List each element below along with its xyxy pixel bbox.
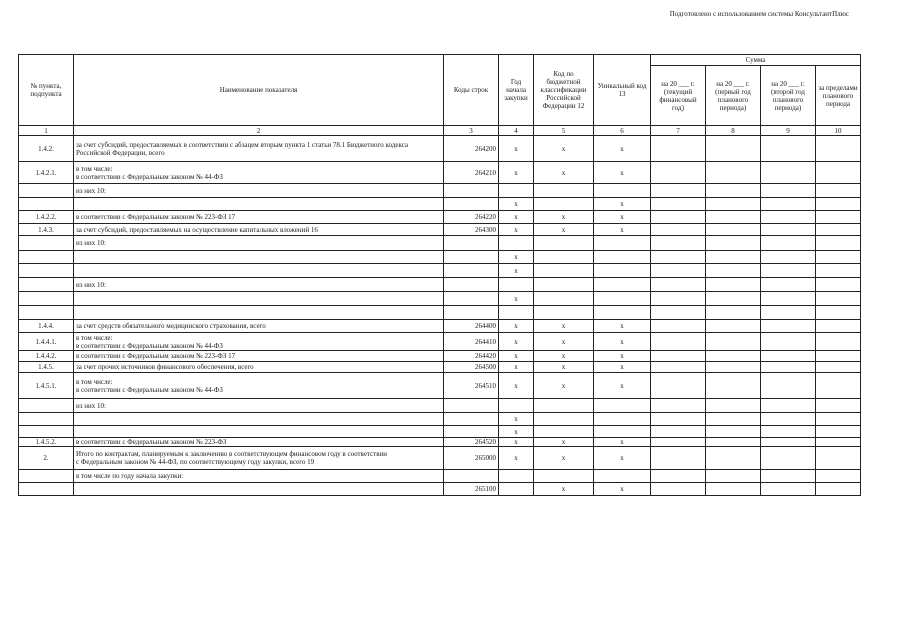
row-budget-code	[534, 426, 594, 438]
row-sum-cell[interactable]	[761, 320, 816, 333]
row-item-number: 1.4.5.1.	[19, 373, 74, 399]
row-line-code	[444, 236, 499, 251]
row-budget-code	[534, 198, 594, 211]
row-sum-cell[interactable]	[706, 470, 761, 483]
table-row	[19, 483, 861, 496]
row-indicator-name	[74, 306, 444, 320]
row-line-code: 264510	[444, 373, 499, 399]
row-sum-cell[interactable]	[651, 373, 706, 399]
table-row	[19, 320, 861, 333]
row-indicator-name	[74, 483, 444, 496]
row-purchase-year: x	[499, 362, 534, 373]
row-item-number: 1.4.2.1.	[19, 162, 74, 184]
row-sum-cell[interactable]	[761, 278, 816, 292]
row-indicator-name: Итого по контрактам, планируемым к заключению в соответствующем финансовом году в соответствии с Федеральным законом № 44-ФЗ, по соответствующему году закупки, всего 19	[74, 447, 444, 470]
row-item-number	[19, 236, 74, 251]
row-purchase-year	[499, 236, 534, 251]
row-budget-code: x	[534, 224, 594, 236]
row-line-code: 264500	[444, 362, 499, 373]
row-unique-code	[594, 251, 651, 264]
row-budget-code	[534, 470, 594, 483]
row-sum-cell[interactable]	[816, 320, 861, 333]
row-purchase-year	[499, 306, 534, 320]
header-sum-first: на 20 ___ г. (первый год планового периода)	[706, 66, 761, 126]
row-sum-cell[interactable]	[706, 264, 761, 278]
col-number: 9	[761, 126, 816, 136]
row-sum-cell[interactable]	[816, 251, 861, 264]
row-sum-cell[interactable]	[706, 426, 761, 438]
row-line-code: 264200	[444, 136, 499, 162]
row-sum-cell[interactable]	[816, 483, 861, 496]
row-sum-cell[interactable]	[761, 470, 816, 483]
row-sum-cell[interactable]	[651, 251, 706, 264]
row-item-number	[19, 251, 74, 264]
row-sum-cell[interactable]	[706, 320, 761, 333]
row-purchase-year: x	[499, 333, 534, 351]
row-sum-cell[interactable]	[761, 198, 816, 211]
row-sum-cell[interactable]	[761, 306, 816, 320]
row-sum-cell[interactable]	[706, 413, 761, 426]
row-sum-cell[interactable]	[816, 438, 861, 447]
row-budget-code: x	[534, 373, 594, 399]
table-row	[19, 136, 861, 162]
plan-table	[18, 54, 861, 496]
row-unique-code: x	[594, 483, 651, 496]
row-sum-cell[interactable]	[761, 373, 816, 399]
row-sum-cell[interactable]	[761, 224, 816, 236]
row-indicator-name	[74, 251, 444, 264]
row-purchase-year: x	[499, 320, 534, 333]
row-sum-cell[interactable]	[761, 333, 816, 351]
table-row	[19, 292, 861, 306]
row-sum-cell[interactable]	[816, 211, 861, 224]
row-sum-cell[interactable]	[761, 136, 816, 162]
row-indicator-name: за счет субсидий, предоставляемых на осуществление капитальных вложений 16	[74, 224, 444, 236]
row-line-code	[444, 292, 499, 306]
row-unique-code: x	[594, 351, 651, 362]
row-budget-code	[534, 306, 594, 320]
table-row	[19, 373, 861, 399]
row-sum-cell[interactable]	[816, 333, 861, 351]
row-sum-cell[interactable]	[651, 351, 706, 362]
table-row	[19, 470, 861, 483]
row-sum-cell[interactable]	[816, 292, 861, 306]
row-purchase-year	[499, 470, 534, 483]
row-unique-code	[594, 306, 651, 320]
row-purchase-year	[499, 184, 534, 198]
row-line-code	[444, 426, 499, 438]
header-unique-code: Уникальный код 13	[594, 55, 651, 126]
table-row	[19, 413, 861, 426]
row-sum-cell[interactable]	[761, 438, 816, 447]
row-sum-cell[interactable]	[706, 438, 761, 447]
row-line-code: 264300	[444, 224, 499, 236]
row-budget-code: x	[534, 211, 594, 224]
row-budget-code	[534, 264, 594, 278]
row-sum-cell[interactable]	[816, 264, 861, 278]
row-sum-cell[interactable]	[651, 413, 706, 426]
row-sum-cell[interactable]	[761, 483, 816, 496]
row-sum-cell[interactable]	[651, 470, 706, 483]
col-number: 5	[534, 126, 594, 136]
row-sum-cell[interactable]	[816, 351, 861, 362]
row-sum-cell[interactable]	[761, 351, 816, 362]
row-purchase-year: x	[499, 447, 534, 470]
row-sum-cell[interactable]	[816, 470, 861, 483]
row-sum-cell[interactable]	[816, 426, 861, 438]
row-sum-cell[interactable]	[651, 198, 706, 211]
row-indicator-name	[74, 413, 444, 426]
table-row	[19, 184, 861, 198]
row-budget-code: x	[534, 162, 594, 184]
row-item-number: 2.	[19, 447, 74, 470]
row-purchase-year	[499, 278, 534, 292]
header-budget-code: Код по бюджетной классификации Российской Федерации 12	[534, 55, 594, 126]
row-sum-cell[interactable]	[706, 278, 761, 292]
table-row	[19, 362, 861, 373]
col-number: 8	[706, 126, 761, 136]
table-row	[19, 426, 861, 438]
row-unique-code: x	[594, 224, 651, 236]
row-indicator-name	[74, 198, 444, 211]
row-line-code: 264210	[444, 162, 499, 184]
row-line-code	[444, 198, 499, 211]
table-row	[19, 198, 861, 211]
row-purchase-year: x	[499, 426, 534, 438]
row-item-number: 1.4.5.2.	[19, 438, 74, 447]
row-sum-cell[interactable]	[761, 426, 816, 438]
row-sum-cell[interactable]	[651, 426, 706, 438]
row-item-number: 1.4.2.	[19, 136, 74, 162]
row-item-number	[19, 184, 74, 198]
row-purchase-year	[499, 399, 534, 413]
row-sum-cell[interactable]	[761, 264, 816, 278]
row-indicator-name	[74, 426, 444, 438]
table-row	[19, 399, 861, 413]
row-line-code: 264420	[444, 351, 499, 362]
row-indicator-name	[74, 292, 444, 306]
row-indicator-name: из них 10:	[74, 236, 444, 251]
col-number: 4	[499, 126, 534, 136]
row-unique-code: x	[594, 198, 651, 211]
row-sum-cell[interactable]	[816, 447, 861, 470]
row-purchase-year	[499, 483, 534, 496]
header-purchase-year: Год начала закупки	[499, 55, 534, 126]
row-line-code: 264410	[444, 333, 499, 351]
row-sum-cell[interactable]	[706, 483, 761, 496]
row-sum-cell[interactable]	[651, 333, 706, 351]
row-line-code	[444, 306, 499, 320]
row-indicator-name: из них 10:	[74, 278, 444, 292]
row-unique-code: x	[594, 373, 651, 399]
row-sum-cell[interactable]	[761, 292, 816, 306]
row-item-number	[19, 483, 74, 496]
header-sum-second: на 20 ___ г. (второй год планового периода)	[761, 66, 816, 126]
row-unique-code: x	[594, 162, 651, 184]
row-line-code	[444, 413, 499, 426]
row-line-code: 264520	[444, 438, 499, 447]
row-line-code	[444, 184, 499, 198]
row-line-code: 264220	[444, 211, 499, 224]
row-sum-cell[interactable]	[816, 306, 861, 320]
row-sum-cell[interactable]	[706, 351, 761, 362]
row-item-number	[19, 278, 74, 292]
row-item-number: 1.4.2.2.	[19, 211, 74, 224]
row-unique-code: x	[594, 362, 651, 373]
table-row	[19, 351, 861, 362]
row-line-code	[444, 251, 499, 264]
row-sum-cell[interactable]	[651, 184, 706, 198]
row-unique-code: x	[594, 320, 651, 333]
row-sum-cell[interactable]	[816, 278, 861, 292]
row-line-code: 265000	[444, 447, 499, 470]
table-row	[19, 438, 861, 447]
row-indicator-name: в том числе по году начала закупки:	[74, 470, 444, 483]
row-purchase-year: x	[499, 211, 534, 224]
row-sum-cell[interactable]	[651, 224, 706, 236]
row-sum-cell[interactable]	[761, 447, 816, 470]
row-item-number	[19, 306, 74, 320]
row-item-number: 1.4.5.	[19, 362, 74, 373]
row-sum-cell[interactable]	[816, 224, 861, 236]
row-sum-cell[interactable]	[651, 362, 706, 373]
row-sum-cell[interactable]	[761, 362, 816, 373]
row-sum-cell[interactable]	[706, 251, 761, 264]
row-budget-code: x	[534, 333, 594, 351]
row-sum-cell[interactable]	[651, 483, 706, 496]
row-purchase-year: x	[499, 373, 534, 399]
row-budget-code	[534, 413, 594, 426]
table-row	[19, 236, 861, 251]
row-unique-code	[594, 399, 651, 413]
row-unique-code	[594, 470, 651, 483]
row-sum-cell[interactable]	[761, 236, 816, 251]
col-number: 1	[19, 126, 74, 136]
row-budget-code	[534, 399, 594, 413]
row-sum-cell[interactable]	[651, 278, 706, 292]
header-indicator: Наименование показателя	[74, 55, 444, 126]
row-budget-code	[534, 292, 594, 306]
row-budget-code	[534, 251, 594, 264]
table-row	[19, 447, 861, 470]
row-item-number: 1.4.4.2.	[19, 351, 74, 362]
table-row	[19, 264, 861, 278]
row-budget-code: x	[534, 320, 594, 333]
header-sum-beyond: за пределами планового периода	[816, 66, 861, 126]
table-row	[19, 278, 861, 292]
table-row	[19, 306, 861, 320]
row-budget-code	[534, 236, 594, 251]
row-sum-cell[interactable]	[816, 373, 861, 399]
row-line-code	[444, 264, 499, 278]
row-purchase-year: x	[499, 351, 534, 362]
row-item-number	[19, 399, 74, 413]
row-item-number	[19, 426, 74, 438]
row-purchase-year: x	[499, 224, 534, 236]
table-row	[19, 162, 861, 184]
row-item-number: 1.4.4.1.	[19, 333, 74, 351]
row-budget-code: x	[534, 483, 594, 496]
row-line-code: 264400	[444, 320, 499, 333]
row-line-code	[444, 470, 499, 483]
row-unique-code	[594, 236, 651, 251]
row-sum-cell[interactable]	[816, 162, 861, 184]
row-sum-cell[interactable]	[651, 447, 706, 470]
row-sum-cell[interactable]	[651, 292, 706, 306]
row-sum-cell[interactable]	[816, 362, 861, 373]
row-indicator-name: из них 10:	[74, 399, 444, 413]
table-row	[19, 211, 861, 224]
header-item-no: № пункта, подпункта	[19, 55, 74, 126]
row-sum-cell[interactable]	[706, 447, 761, 470]
col-number: 3	[444, 126, 499, 136]
row-item-number	[19, 264, 74, 278]
row-sum-cell[interactable]	[706, 399, 761, 413]
row-sum-cell[interactable]	[706, 184, 761, 198]
row-sum-cell[interactable]	[651, 320, 706, 333]
row-sum-cell[interactable]	[761, 184, 816, 198]
row-unique-code: x	[594, 333, 651, 351]
row-budget-code: x	[534, 362, 594, 373]
row-sum-cell[interactable]	[706, 306, 761, 320]
row-budget-code	[534, 184, 594, 198]
row-indicator-name: в том числе: в соответствии с Федеральным законом № 44-ФЗ	[74, 162, 444, 184]
row-item-number	[19, 198, 74, 211]
row-purchase-year: x	[499, 136, 534, 162]
row-indicator-name: в соответствии с Федеральным законом № 223-ФЗ 17	[74, 351, 444, 362]
row-purchase-year: x	[499, 413, 534, 426]
row-line-code: 265100	[444, 483, 499, 496]
row-indicator-name	[74, 264, 444, 278]
row-sum-cell[interactable]	[651, 136, 706, 162]
row-sum-cell[interactable]	[816, 198, 861, 211]
col-number: 10	[816, 126, 861, 136]
row-sum-cell[interactable]	[706, 136, 761, 162]
row-sum-cell[interactable]	[706, 333, 761, 351]
row-item-number	[19, 413, 74, 426]
col-number: 2	[74, 126, 444, 136]
row-sum-cell[interactable]	[706, 373, 761, 399]
col-number: 6	[594, 126, 651, 136]
row-budget-code: x	[534, 136, 594, 162]
row-sum-cell[interactable]	[706, 162, 761, 184]
row-sum-cell[interactable]	[816, 236, 861, 251]
row-indicator-name: в соответствии с Федеральным законом № 223-ФЗ	[74, 438, 444, 447]
row-sum-cell[interactable]	[816, 399, 861, 413]
table-row	[19, 224, 861, 236]
row-item-number: 1.4.4.	[19, 320, 74, 333]
row-sum-cell[interactable]	[761, 251, 816, 264]
row-sum-cell[interactable]	[761, 162, 816, 184]
row-indicator-name: за счет прочих источников финансового обеспечения, всего	[74, 362, 444, 373]
row-budget-code: x	[534, 447, 594, 470]
table-row	[19, 333, 861, 351]
header-line-codes: Коды строк	[444, 55, 499, 126]
table-row	[19, 251, 861, 264]
header-sum-current: на 20 ___ г. (текущий финансовый год)	[651, 66, 706, 126]
row-unique-code: x	[594, 211, 651, 224]
row-unique-code	[594, 278, 651, 292]
row-sum-cell[interactable]	[706, 198, 761, 211]
row-sum-cell[interactable]	[706, 211, 761, 224]
row-sum-cell[interactable]	[651, 438, 706, 447]
row-indicator-name: за счет субсидий, предоставляемых в соответствии с абзацем вторым пункта 1 статьи 78.1 Бюджетного кодекса Российской Федерации, всего	[74, 136, 444, 162]
row-sum-cell[interactable]	[761, 399, 816, 413]
row-indicator-name: в соответствии с Федеральным законом № 223-ФЗ 17	[74, 211, 444, 224]
header-sum-group: Сумма	[651, 55, 861, 66]
row-unique-code: x	[594, 438, 651, 447]
row-budget-code: x	[534, 351, 594, 362]
row-sum-cell[interactable]	[651, 211, 706, 224]
row-indicator-name: за счет средств обязательного медицинского страхования, всего	[74, 320, 444, 333]
row-sum-cell[interactable]	[761, 211, 816, 224]
row-unique-code: x	[594, 136, 651, 162]
col-number: 7	[651, 126, 706, 136]
row-sum-cell[interactable]	[706, 224, 761, 236]
row-unique-code	[594, 426, 651, 438]
row-item-number	[19, 292, 74, 306]
row-sum-cell[interactable]	[761, 413, 816, 426]
row-sum-cell[interactable]	[651, 264, 706, 278]
row-purchase-year: x	[499, 438, 534, 447]
row-indicator-name: в том числе: в соответствии с Федеральным законом № 44-ФЗ	[74, 373, 444, 399]
row-budget-code	[534, 278, 594, 292]
row-sum-cell[interactable]	[706, 292, 761, 306]
row-sum-cell[interactable]	[706, 236, 761, 251]
row-sum-cell[interactable]	[706, 362, 761, 373]
row-sum-cell[interactable]	[651, 306, 706, 320]
row-line-code	[444, 278, 499, 292]
row-purchase-year: x	[499, 292, 534, 306]
source-note: Подготовлено с использованием системы КонсультантПлюс	[669, 10, 849, 18]
row-sum-cell[interactable]	[816, 413, 861, 426]
row-sum-cell[interactable]	[651, 162, 706, 184]
row-purchase-year: x	[499, 264, 534, 278]
row-purchase-year: x	[499, 198, 534, 211]
row-item-number	[19, 470, 74, 483]
row-sum-cell[interactable]	[816, 136, 861, 162]
row-sum-cell[interactable]	[651, 399, 706, 413]
row-sum-cell[interactable]	[816, 184, 861, 198]
row-unique-code	[594, 184, 651, 198]
row-budget-code: x	[534, 438, 594, 447]
row-indicator-name: в том числе: в соответствии с Федеральным законом № 44-ФЗ	[74, 333, 444, 351]
row-unique-code	[594, 292, 651, 306]
row-unique-code	[594, 413, 651, 426]
row-sum-cell[interactable]	[651, 236, 706, 251]
row-purchase-year: x	[499, 251, 534, 264]
row-unique-code: x	[594, 447, 651, 470]
row-unique-code	[594, 264, 651, 278]
row-line-code	[444, 399, 499, 413]
row-item-number: 1.4.3.	[19, 224, 74, 236]
row-purchase-year: x	[499, 162, 534, 184]
row-indicator-name: из них 10:	[74, 184, 444, 198]
